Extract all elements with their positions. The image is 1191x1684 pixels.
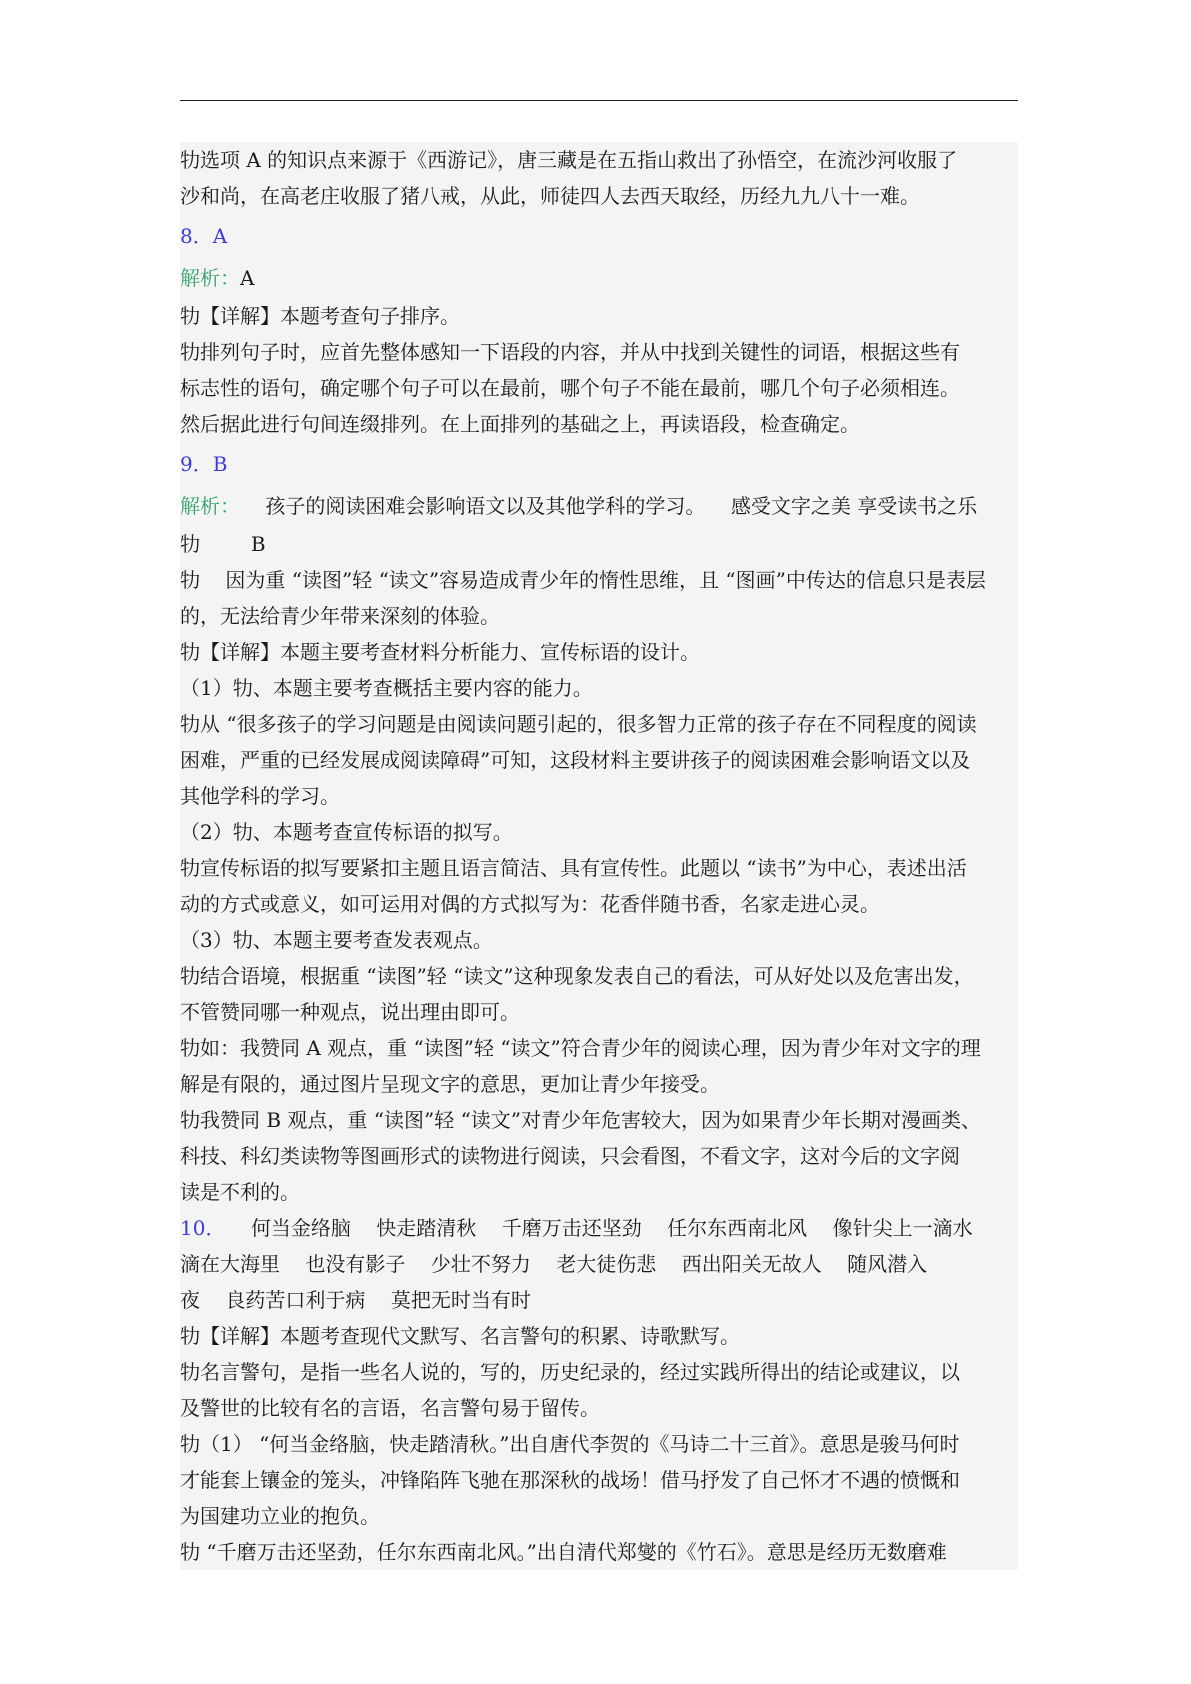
text-line (180, 1534, 1018, 1570)
text-line (180, 994, 1018, 1030)
analysis-line (180, 486, 1018, 526)
text-line (180, 1462, 1018, 1498)
line-text: 牞从 “很多孩子的学习问题是由阅读问题引起的，很多智力正常的孩子存在不同程度的阅读 (180, 712, 977, 736)
line-text: 牞 因为重 “读图”轻 “读文”容易造成青少年的惰性思维，且 “图画”中传达的信息只是表层 (180, 568, 986, 592)
text-line (180, 814, 1018, 850)
question-number: 10． (180, 1216, 226, 1240)
line-text: 标志性的语句，确定哪个句子可以在最前，哪个句子不能在最前，哪几个句子必须相连。 (180, 376, 960, 400)
text-line (180, 1354, 1018, 1390)
line-text: 牞 “千磨万击还坚劲，任尔东西南北风。”出自清代郑燮的《竹石》。意思是经历无数磨难 (180, 1540, 947, 1564)
header-rule (180, 100, 1018, 101)
text-line (180, 1318, 1018, 1354)
text-line (180, 142, 1018, 178)
text-line (180, 178, 1018, 214)
line-text: 科技、科幻类读物等图画形式的读物进行阅读，只会看图，不看文字，这对今后的文字阅 (180, 1144, 960, 1168)
text-line (180, 370, 1018, 406)
text-line (180, 1426, 1018, 1462)
line-text: 牞宣传标语的拟写要紧扣主题且语言简洁、具有宣传性。此题以 “读书”为中心，表述出活 (180, 856, 967, 880)
analysis-label: 解析： (180, 494, 240, 518)
text-line (180, 922, 1018, 958)
line-text: 及警世的比较有名的言语，名言警句易于留传。 (180, 1396, 600, 1420)
text-line (180, 1102, 1018, 1138)
question-number: 9．B (180, 452, 228, 476)
line-text: 为国建功立业的抱负。 (180, 1504, 380, 1528)
question-number: 8．A (180, 224, 228, 248)
line-text: 夜 良药苦口利于病 莫把无时当有时 (180, 1288, 531, 1312)
text-line (180, 778, 1018, 814)
analysis-line (180, 258, 1018, 298)
line-text: 困难，严重的已经发展成阅读障碍”可知，这段材料主要讲孩子的阅读困难会影响语文以及 (180, 748, 971, 772)
line-text: 何当金络脑 快走踏清秋 千磨万击还坚劲 任尔东西南北风 像针尖上一滴水 (225, 1216, 973, 1240)
text-line (180, 670, 1018, 706)
question-number-line (180, 214, 1018, 258)
text-line (180, 1390, 1018, 1426)
line-text: （1）牞、本题主要考查概括主要内容的能力。 (180, 676, 593, 700)
text-line (180, 298, 1018, 334)
text-line (180, 1498, 1018, 1534)
analysis-label: 解析： (180, 266, 240, 290)
text-line (180, 886, 1018, 922)
line-text: 牞（1） “何当金络脑，快走踏清秋。”出自唐代李贺的《马诗二十三首》。意思是骏马何时 (180, 1432, 960, 1456)
text-line (180, 562, 1018, 598)
line-text: 牞排列句子时，应首先整体感知一下语段的内容，并从中找到关键性的词语，根据这些有 (180, 340, 960, 364)
text-line (180, 1282, 1018, 1318)
line-text: 牞【详解】本题考查现代文默写、名言警句的积累、诗歌默写。 (180, 1324, 740, 1348)
line-text: （2）牞、本题考查宣传标语的拟写。 (180, 820, 513, 844)
line-text: 才能套上镶金的笼头，冲锋陷阵飞驰在那深秋的战场！借马抒发了自己怀才不遇的愤慨和 (180, 1468, 960, 1492)
text-line (180, 1030, 1018, 1066)
line-text: 的，无法给青少年带来深刻的体验。 (180, 604, 500, 628)
line-text: 动的方式或意义，如可运用对偶的方式拟写为：花香伴随书香，名家走进心灵。 (180, 892, 880, 916)
text-line (180, 334, 1018, 370)
line-text: A (240, 266, 255, 290)
text-line (180, 706, 1018, 742)
line-text: 读是不利的。 (180, 1180, 300, 1204)
line-text: 牞名言警句，是指一些名人说的，写的，历史纪录的，经过实践所得出的结论或建议，以 (180, 1360, 960, 1384)
text-line (180, 1066, 1018, 1102)
line-text: 牞【详解】本题主要考查材料分析能力、宣传标语的设计。 (180, 640, 700, 664)
text-line (180, 406, 1018, 442)
line-text: 牞选项 A 的知识点来源于《西游记》，唐三藏是在五指山救出了孙悟空，在流沙河收服了 (180, 148, 958, 172)
text-line (180, 742, 1018, 778)
text-line (180, 850, 1018, 886)
text-line (180, 634, 1018, 670)
text-line (180, 1246, 1018, 1282)
text-line (180, 958, 1018, 994)
line-text: 不管赞同哪一种观点，说出理由即可。 (180, 1000, 520, 1024)
line-text: 牞【详解】本题考查句子排序。 (180, 304, 460, 328)
text-line (180, 1174, 1018, 1210)
question-number-line (180, 1210, 1018, 1246)
line-text: 牞 B (180, 532, 266, 556)
line-text: 牞结合语境，根据重 “读图”轻 “读文”这种现象发表自己的看法，可从好处以及危害出发， (180, 964, 974, 988)
question-number-line (180, 442, 1018, 486)
line-text: 然后据此进行句间连缀排列。在上面排列的基础之上，再读语段，检查确定。 (180, 412, 860, 436)
text-line (180, 598, 1018, 634)
line-text: 其他学科的学习。 (180, 784, 340, 808)
line-text: 牞如：我赞同 A 观点，重 “读图”轻 “读文”符合青少年的阅读心理，因为青少年对文字的理 (180, 1036, 981, 1060)
text-line (180, 1138, 1018, 1174)
line-text: 孩子的阅读困难会影响语文以及其他学科的学习。 感受文字之美 享受读书之乐 (240, 494, 978, 518)
line-text: 牞我赞同 B 观点，重 “读图”轻 “读文”对青少年危害较大，因为如果青少年长期对漫画类、 (180, 1108, 982, 1132)
line-text: 滴在大海里 也没有影子 少壮不努力 老大徒伤悲 西出阳关无故人 随风潜入 (180, 1252, 928, 1276)
line-text: （3）牞、本题主要考查发表观点。 (180, 928, 493, 952)
line-text: 解是有限的，通过图片呈现文字的意思，更加让青少年接受。 (180, 1072, 720, 1096)
text-line (180, 526, 1018, 562)
answer-text-block (180, 142, 1018, 1570)
line-text: 沙和尚，在高老庄收服了猪八戒，从此，师徒四人去西天取经，历经九九八十一难。 (180, 184, 920, 208)
